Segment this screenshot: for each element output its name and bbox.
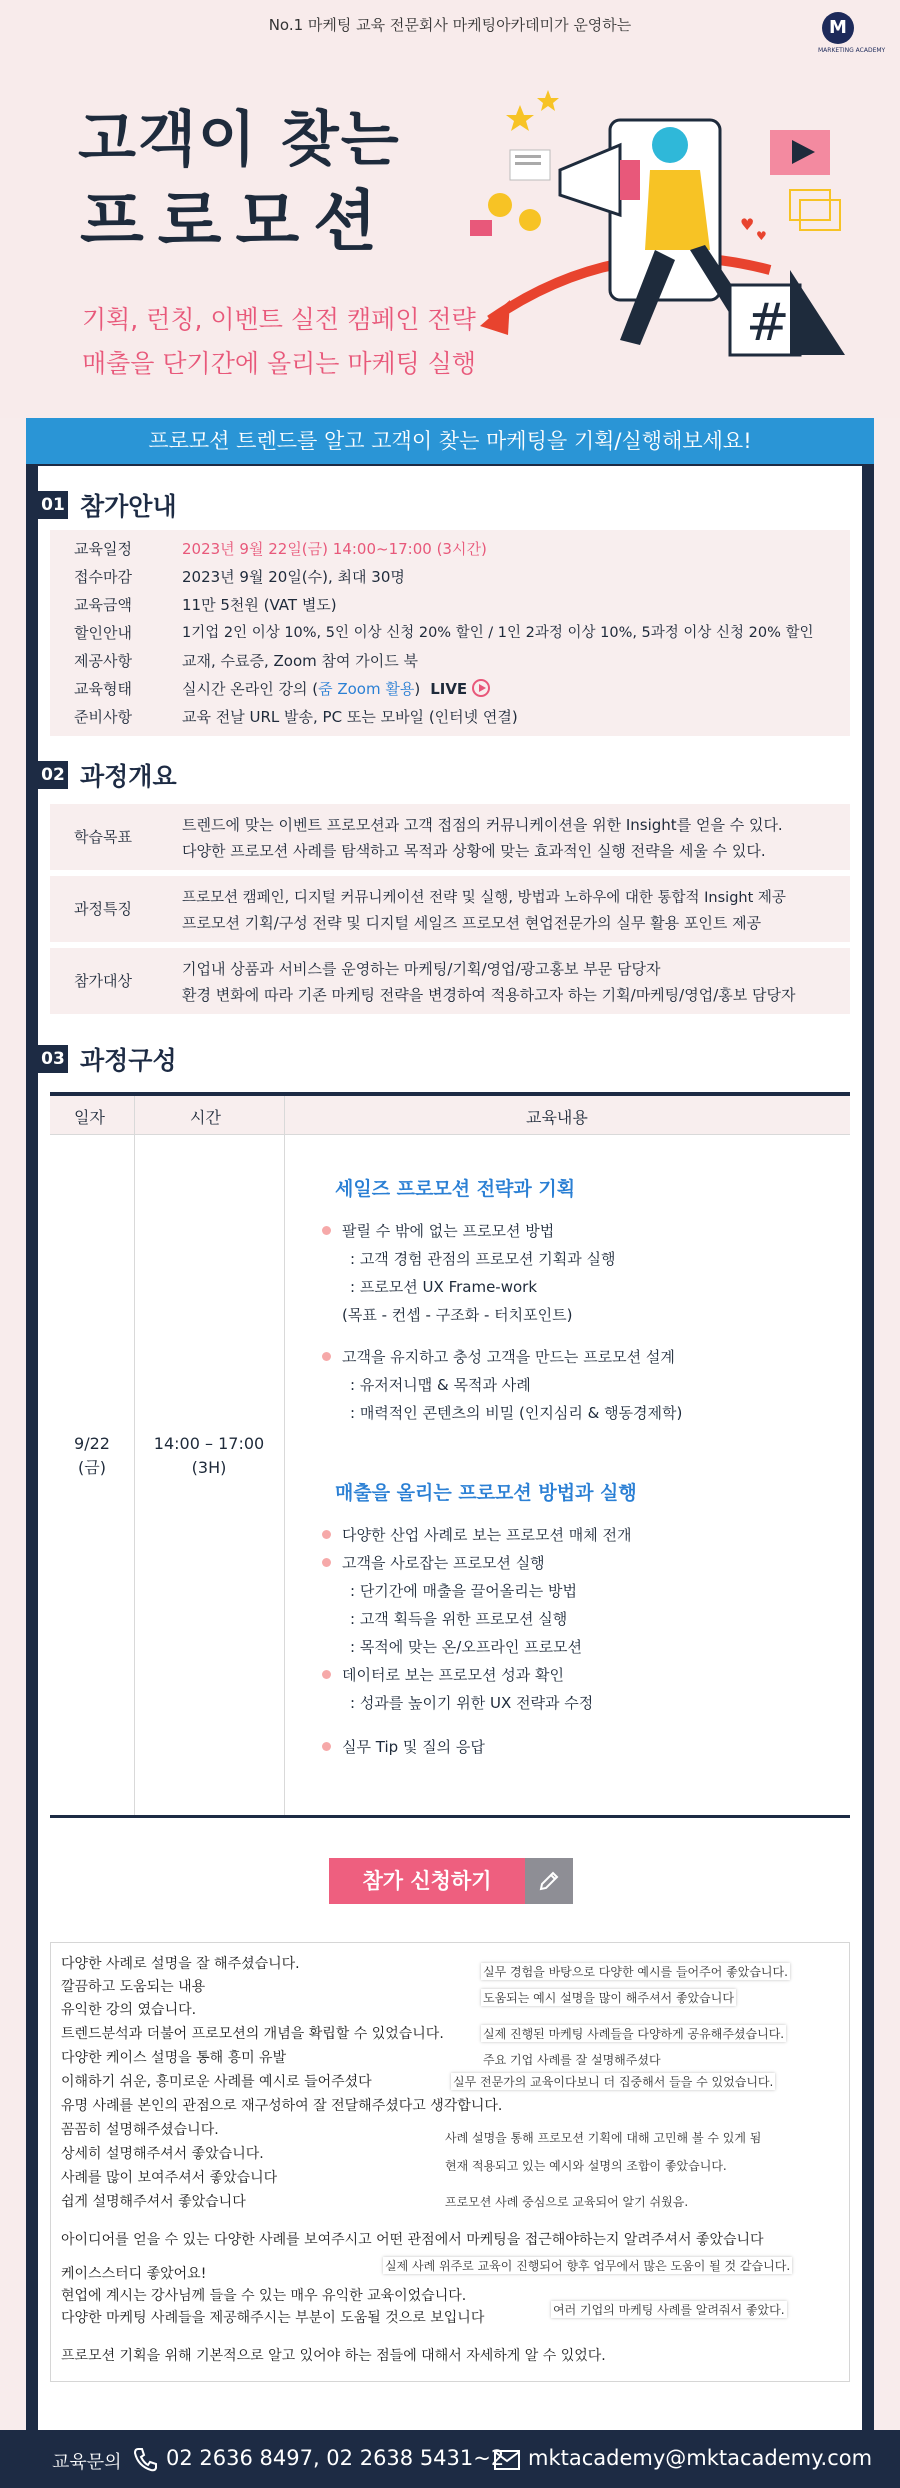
module-item: 팔릴 수 밖에 없는 프로모션 방법 [342,1222,555,1240]
review-item: 케이스스터디 좋았어요! [59,2263,208,2283]
section-header-overview [38,758,177,792]
review-item: 현재 적용되고 있는 예시와 설명의 조합이 좋았습니다. [445,2159,727,2173]
info-label: 준비사항 [74,708,132,726]
pencil-icon [538,1870,560,1892]
review-item: 다양한 사례로 설명을 잘 해주셨습니다. [59,1953,302,1973]
review-item: 현업에 계시는 강사님께 들을 수 있는 매우 유익한 교육이었습니다. [59,2285,468,2305]
overview-label: 참가대상 [74,972,132,990]
format-text: 실시간 온라인 강의 ( [182,680,319,698]
overview-line: 환경 변화에 따라 기존 마케팅 전략을 변경하여 적용하고자 하는 기획/마케팅/영업/홍보 담당자 [182,986,796,1004]
module-item: 고객을 유지하고 충성 고객을 만드는 프로모션 설계 [342,1348,675,1366]
col-header-content: 교육내용 [526,1108,588,1127]
logo-text: MARKETING ACADEMY [818,47,886,54]
hero-subtitle-line2: 매출을 단기간에 올리는 마케팅 실행 [82,349,477,378]
info-label: 교육일정 [74,540,132,558]
overview-line: 트렌드에 맞는 이벤트 프로모션과 고객 접점의 커뮤니케이션을 위한 Insight를 얻을 수 있다. [182,816,783,834]
overview-label: 학습목표 [74,828,132,846]
review-item: 아이디어를 얻을 수 있는 다양한 사례를 보여주시고 어떤 관점에서 마케팅을 접근해야하는지 알려주셔서 좋았습니다 [59,2229,766,2249]
section-title: 과정구성 [80,1046,177,1075]
review-item: 프로모션 사례 중심으로 교육되어 알기 쉬웠음. [445,2195,689,2209]
info-table [50,530,850,736]
session-time [134,1432,284,1480]
module-subitem: : 유저저니맵 & 목적과 사례 [350,1376,531,1394]
info-label: 할인안내 [74,624,132,642]
megaphone-illustration [470,90,870,390]
col-header-date: 일자 [74,1108,105,1127]
review-item: 도움되는 예시 설명을 많이 해주셔서 좋았습니다 [483,1991,734,2005]
header-divider [50,1134,850,1135]
section-header-curriculum [38,1042,177,1076]
review-item: 쉽게 설명해주셔서 좋았습니다 [59,2191,248,2211]
footer-contact [0,2430,900,2488]
overview-row-feature [50,876,850,942]
date-line: 9/22 [74,1434,110,1453]
hero-section [0,0,900,418]
review-item: 꼼꼼히 설명해주셨습니다. [59,2119,221,2139]
overview-line: 프로모션 기획/구성 전략 및 디지털 세일즈 프로모션 현업전문가의 실무 활용 포인트 제공 [182,914,762,932]
review-item: 이해하기 쉬운, 흥미로운 사례를 예시로 들어주셨다 [59,2071,374,2091]
live-badge: LIVE [430,680,468,698]
info-value: 11만 5천원 (VAT 별도) [182,596,337,614]
module-item: 다양한 산업 사례로 보는 프로모션 매체 전개 [342,1526,632,1544]
hero-tagline: No.1 마케팅 교육 전문회사 마케팅아카데미가 운영하는 [268,16,632,34]
module-subitem: : 성과를 높이기 위한 UX 전략과 수정 [350,1694,594,1712]
info-label: 제공사항 [74,652,132,670]
svg-text:♥: ♥ [740,215,755,234]
review-item: 깔끔하고 도움되는 내용 [59,1976,207,1996]
info-row-deadline [50,564,850,590]
review-item: 상세히 설명해주셔서 좋았습니다. [59,2143,266,2163]
section-number: 01 [38,491,68,519]
review-item: 유익한 강의 였습니다. [59,1999,198,2019]
intro-banner: 프로모션 트렌드를 알고 고객이 찾는 마케팅을 기획/실행해보세요! [26,418,874,464]
logo-mark: M [822,12,854,44]
module-subitem: : 목적에 맞는 온/오프라인 프로모션 [350,1638,583,1656]
review-item: 실무 전문가의 교육이다보니 더 집중해서 들을 수 있었습니다. [453,2075,774,2089]
info-row-discount [50,620,850,646]
module-title-1: 세일즈 프로모션 전략과 기획 [335,1178,576,1200]
contact-label: 교육문의 [52,2452,122,2473]
apply-button-icon[interactable] [525,1858,573,1904]
mail-icon [494,2450,520,2470]
overview-row-target [50,948,850,1014]
info-value: 2023년 9월 22일(금) 14:00~17:00 (3시간) [182,540,487,558]
overview-line: 기업내 상품과 서비스를 운영하는 마케팅/기획/영업/광고홍보 부문 담당자 [182,960,661,978]
hero-title-line1: 고객이 찾는 [78,105,401,175]
overview-row-goal [50,804,850,870]
time-range: 14:00 – 17:00 [153,1434,265,1453]
hero-subtitle-line1: 기획, 런칭, 이벤트 실전 캠페인 전략 [82,305,476,334]
module-item: 데이터로 보는 프로모션 성과 확인 [342,1666,564,1684]
module-subitem: : 고객 획득을 위한 프로모션 실행 [350,1610,568,1628]
section-title: 과정개요 [80,762,177,791]
col-header-time: 시간 [190,1108,221,1127]
curriculum-table [50,1092,850,1818]
format-text-end: ) [414,680,421,698]
info-label: 접수마감 [74,568,132,586]
info-row-prep [50,704,850,730]
section-title: 참가안내 [80,492,177,521]
info-value: 교육 전날 URL 발송, PC 또는 모바일 (인터넷 연결) [182,708,518,726]
info-row-schedule [50,536,850,562]
module-subitem: : 프로모션 UX Frame-work [350,1278,538,1296]
info-value: 교재, 수료증, Zoom 참여 가이드 북 [182,652,419,670]
info-row-provided [50,648,850,674]
review-item: 주요 기업 사례를 잘 설명해주셨다 [483,2053,661,2067]
hashtag-text: # [746,293,790,353]
module-item: 실무 Tip 및 질의 응답 [342,1738,485,1756]
info-label: 교육형태 [74,680,132,698]
section-number: 02 [38,761,68,789]
module-item: 고객을 사로잡는 프로모션 실행 [342,1554,545,1572]
reviews-board [50,1942,850,2382]
phone-icon [132,2446,158,2472]
contact-email[interactable]: mktacademy@mktacademy.com [528,2446,873,2470]
contact-phone[interactable]: 02 2636 8497, 02 2638 5431~2 [166,2446,505,2470]
module-subitem: : 매력적인 콘텐츠의 비밀 (인지심리 & 행동경제학) [350,1404,683,1422]
module-subitem: : 단기간에 매출을 끌어올리는 방법 [350,1582,577,1600]
apply-button[interactable]: 참가 신청하기 [329,1858,525,1904]
overview-line: 프로모션 캠페인, 디지털 커뮤니케이션 전략 및 실행, 방법과 노하우에 대한 통합적 Insight 제공 [182,890,786,906]
info-label: 교육금액 [74,596,132,614]
zoom-link-text[interactable]: 줌 Zoom 활용 [318,680,415,698]
time-duration: (3H) [191,1458,227,1477]
live-play-icon [472,679,490,697]
svg-text:♥: ♥ [756,229,767,243]
overview-line: 다양한 프로모션 사례를 탐색하고 목적과 상황에 맞는 효과적인 실행 전략을 세울 수 있다. [182,842,766,860]
session-date [50,1432,134,1480]
info-value-format [182,676,490,702]
info-row-price [50,592,850,618]
review-item: 유명 사례를 본인의 관점으로 재구성하여 잘 전달해주셨다고 생각합니다. [59,2095,504,2115]
review-item: 트렌드분석과 더불어 프로모션의 개념을 확립할 수 있었습니다. [59,2023,446,2043]
info-row-format [50,676,850,702]
brand-logo[interactable] [818,12,886,54]
section-header-info [38,488,177,522]
review-item: 여러 기업의 마케팅 사례를 알려줘서 좋았다. [553,2303,785,2317]
hero-title-line2: 프로모션 [80,183,392,260]
info-value: 2023년 9월 20일(수), 최대 30명 [182,568,405,586]
section-number: 03 [38,1045,68,1073]
overview-label: 과정특징 [74,900,132,918]
review-item: 실제 사례 위주로 교육이 진행되어 향후 업무에서 많은 도움이 될 것 같습니다. [385,2259,791,2273]
module-title-2: 매출을 올리는 프로모션 방법과 실행 [335,1482,637,1504]
review-item: 실제 진행된 마케팅 사례들을 다양하게 공유해주셨습니다. [483,2027,785,2041]
module-subitem: : 고객 경험 관점의 프로모션 기획과 실행 [350,1250,616,1268]
date-day: (금) [78,1458,106,1477]
review-item: 프로모션 기획을 위해 기본적으로 알고 있어야 하는 점들에 대해서 자세하게 알 수 있었다. [59,2345,608,2365]
curriculum-header [50,1096,850,1134]
module-subitem: (목표 - 컨셉 - 구조화 - 터치포인트) [342,1306,573,1324]
info-value: 1기업 2인 이상 10%, 5인 이상 신청 20% 할인 / 1인 2과정 이상 10%, 5과정 이상 신청 20% 할인 [182,625,814,641]
review-item: 다양한 마케팅 사례들을 제공해주시는 부분이 도움될 것으로 보입니다 [59,2307,486,2327]
review-item: 사례를 많이 보여주셔서 좋았습니다 [59,2167,279,2187]
review-item: 사례 설명을 통해 프로모션 기획에 대해 고민해 볼 수 있게 됨 [445,2131,762,2145]
col-divider [284,1096,285,1815]
review-item: 실무 경험을 바탕으로 다양한 예시를 들어주어 좋았습니다. [483,1965,788,1979]
review-item: 다양한 케이스 설명을 통해 흥미 유발 [59,2047,288,2067]
